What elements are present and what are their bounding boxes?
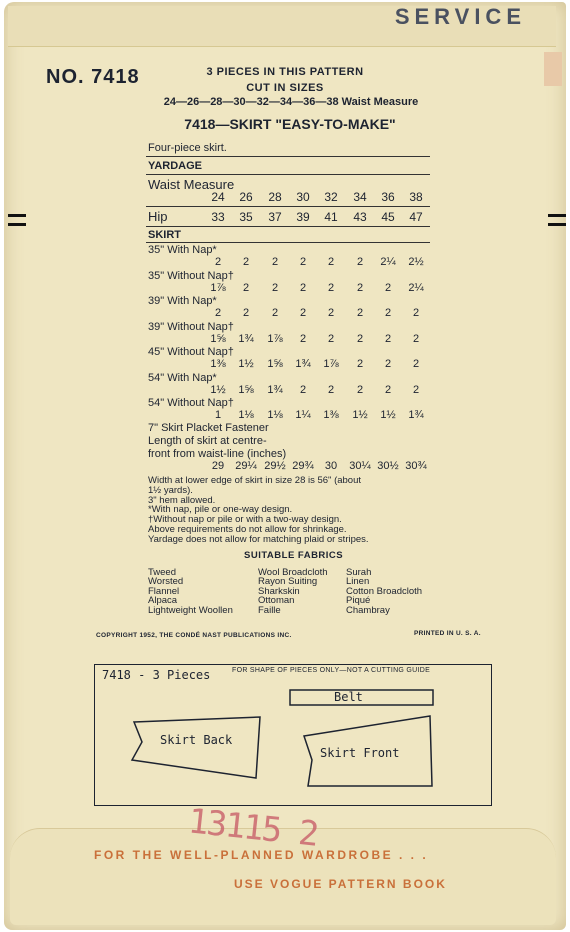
- length-value: 29½: [264, 460, 286, 472]
- fabric-item: Sharkskin: [258, 585, 300, 597]
- yardage-value: 2: [412, 332, 420, 345]
- fabric-item: Flannel: [148, 585, 180, 597]
- sizes-line: 24—26—28—30—32—34—36—38 Waist Measure: [163, 96, 419, 108]
- yardage-value: 2: [356, 332, 364, 345]
- yardage-value: 2: [327, 307, 335, 319]
- yardage-value: 2¼: [380, 256, 396, 268]
- yardage-row-label: 45" Without Nap†: [148, 346, 234, 358]
- pattern-title: 7418—SKIRT "EASY-TO-MAKE": [184, 116, 396, 132]
- yardage-value: 1¾: [267, 383, 283, 396]
- yardage-value: 2: [214, 307, 222, 319]
- yardage-value: 2: [242, 307, 250, 319]
- fabric-item: Tweed: [148, 567, 176, 578]
- fabric-item: Chambray: [346, 604, 390, 616]
- fabric-item: Ottoman: [258, 595, 295, 607]
- fabric-item: Rayon Suiting: [258, 576, 318, 588]
- fabric-item: Piqué: [346, 595, 371, 607]
- yardage-value: 2: [384, 358, 392, 370]
- yardage-value: 2: [412, 383, 420, 396]
- skirt-heading: SKIRT: [148, 229, 181, 241]
- fabric-item: Faille: [258, 604, 281, 616]
- waist-value: 28: [268, 190, 282, 204]
- hip-value: 37: [268, 210, 282, 224]
- note-line: †Without nap or pile or with a two-way design.: [148, 514, 342, 526]
- waist-value: 34: [353, 190, 367, 204]
- yardage-value: 1½: [352, 409, 368, 421]
- fabric-item: Worsted: [148, 576, 184, 588]
- yardage-value: 1½: [238, 358, 254, 370]
- yardage-value: 2: [214, 256, 222, 268]
- yardage-row-label: 54" With Nap*: [148, 371, 217, 384]
- yardage-value: 2: [356, 307, 364, 319]
- yardage-value: 2: [242, 281, 250, 294]
- yardage-value: 1⅞: [210, 281, 226, 294]
- fabric-item: Surah: [346, 567, 372, 578]
- yardage-value: 1¾: [408, 409, 424, 421]
- waist-value: 30: [296, 190, 310, 204]
- yardage-value: 1⅞: [323, 358, 339, 370]
- waist-value: 24: [211, 190, 225, 204]
- hip-label: Hip: [148, 209, 168, 224]
- length-value: 30: [324, 460, 338, 472]
- yardage-heading: YARDAGE: [148, 160, 202, 172]
- yardage-value: 2: [271, 256, 279, 268]
- hip-value: 41: [324, 210, 338, 224]
- yardage-value: 2: [356, 358, 364, 370]
- length-value: 30½: [377, 460, 399, 472]
- subtitle: Four-piece skirt.: [148, 142, 227, 154]
- note-line: 3" hem allowed.: [148, 494, 216, 506]
- note-line: *With nap, pile or one-way design.: [148, 504, 293, 516]
- hip-value: 45: [381, 210, 395, 224]
- yardage-value: 1⅜: [210, 358, 226, 370]
- yardage-value: 2: [356, 383, 364, 396]
- yardage-value: 1: [214, 409, 222, 421]
- printed-in: PRINTED IN U. S. A.: [414, 630, 481, 637]
- yardage-value: 1¾: [295, 358, 311, 370]
- yardage-value: 1¼: [295, 409, 311, 421]
- yardage-value: 1½: [380, 409, 396, 421]
- yardage-value: 2: [384, 307, 392, 319]
- length-value: 29¼: [235, 460, 257, 472]
- cut-line: CUT IN SIZES: [246, 82, 324, 94]
- yardage-value: 2: [299, 256, 307, 268]
- tagline-2: USE VOGUE PATTERN BOOK: [234, 877, 447, 891]
- fabric-item: Alpaca: [148, 595, 178, 607]
- placket-line: 7" Skirt Placket Fastener: [148, 422, 269, 434]
- waist-value: 36: [381, 190, 395, 204]
- waist-value: 38: [409, 190, 423, 204]
- waist-label: Waist Measure: [148, 177, 235, 192]
- yardage-row-label: 54" Without Nap†: [148, 397, 234, 409]
- fabric-item: Linen: [346, 576, 370, 588]
- skirt-back-piece: [132, 717, 260, 778]
- yardage-value: 1⅜: [323, 409, 339, 421]
- hip-value: 39: [296, 210, 310, 224]
- fabric-item: Cotton Broadcloth: [346, 585, 423, 597]
- yardage-row-label: 39" With Nap*: [148, 295, 217, 307]
- yardage-value: 2: [271, 281, 279, 294]
- yardage-row-label: 35" Without Nap†: [148, 269, 234, 282]
- yardage-value: 2½: [408, 256, 424, 268]
- yardage-value: 2: [384, 332, 392, 345]
- pattern-number: NO. 7418: [46, 66, 140, 88]
- hip-value: 33: [211, 210, 225, 224]
- length-value: 30¼: [349, 460, 371, 472]
- skirt-back-label: Skirt Back: [160, 733, 233, 747]
- yardage-value: 1⅝: [238, 383, 254, 396]
- length-line-1: Length of skirt at centre-: [148, 435, 267, 447]
- yardage-value: 2: [327, 256, 335, 268]
- yardage-row-label: 39" Without Nap†: [148, 320, 234, 333]
- waist-value: 26: [239, 190, 253, 204]
- length-line-2: front from waist-line (inches): [148, 448, 287, 460]
- yardage-value: 2: [356, 281, 364, 294]
- guide-title: 7418 - 3 Pieces: [102, 668, 211, 682]
- note-line: Above requirements do not allow for shrinkage.: [148, 524, 347, 535]
- yardage-value: 2: [271, 307, 279, 319]
- yardage-value: 2: [242, 256, 250, 268]
- skirt-front-label: Skirt Front: [320, 746, 400, 760]
- waist-value: 32: [324, 190, 338, 204]
- yardage-value: 2: [384, 383, 392, 396]
- service-text: SERVICE: [394, 4, 526, 29]
- length-value: 30¾: [405, 460, 427, 472]
- yardage-value: 2: [299, 383, 307, 396]
- yardage-row-label: 35" With Nap*: [148, 244, 217, 256]
- pieces-line: 3 PIECES IN THIS PATTERN: [206, 66, 364, 78]
- yardage-value: 1⅛: [238, 409, 254, 421]
- hip-value: 47: [409, 210, 423, 224]
- hip-value: 35: [239, 210, 253, 224]
- yardage-value: 2: [299, 307, 307, 319]
- yardage-value: 2: [327, 281, 335, 294]
- yardage-value: 2: [412, 358, 420, 370]
- length-value: 29: [211, 460, 225, 472]
- fabric-item: Wool Broadcloth: [258, 567, 328, 578]
- fabric-item: Lightweight Woollen: [148, 604, 233, 616]
- yardage-value: 2: [327, 332, 335, 345]
- hip-value: 43: [353, 210, 367, 224]
- yardage-value: 1½: [210, 383, 226, 396]
- copyright: COPYRIGHT 1952, THE CONDÉ NAST PUBLICATIONS INC.: [96, 632, 292, 639]
- yardage-value: 1⅞: [267, 332, 283, 345]
- yardage-value: 2: [327, 383, 335, 396]
- yardage-value: 2: [299, 281, 307, 294]
- yardage-value: 2¼: [408, 281, 424, 294]
- length-value: 29¾: [292, 460, 314, 472]
- stamp-number: 13115 2: [186, 801, 320, 855]
- fabrics-heading: SUITABLE FABRICS: [244, 550, 344, 561]
- tagline-1: FOR THE WELL-PLANNED WARDROBE . . .: [94, 848, 429, 862]
- yardage-value: 2: [299, 332, 307, 345]
- guide-note: FOR SHAPE OF PIECES ONLY—NOT A CUTTING GUIDE: [232, 667, 431, 674]
- note-line: 1½ yards).: [148, 484, 193, 496]
- yardage-value: 1⅛: [267, 409, 283, 421]
- yardage-value: 2: [356, 256, 364, 268]
- yardage-value: 2: [412, 307, 420, 319]
- yardage-value: 1⅝: [210, 332, 226, 345]
- note-line: Yardage does not allow for matching plaid or stripes.: [148, 533, 369, 545]
- yardage-value: 2: [384, 281, 392, 294]
- yardage-value: 1⅝: [267, 358, 283, 370]
- belt-label: Belt: [334, 690, 363, 704]
- note-line: Width at lower edge of skirt in size 28 is 56" (about: [148, 475, 362, 486]
- yardage-value: 1¾: [238, 332, 254, 345]
